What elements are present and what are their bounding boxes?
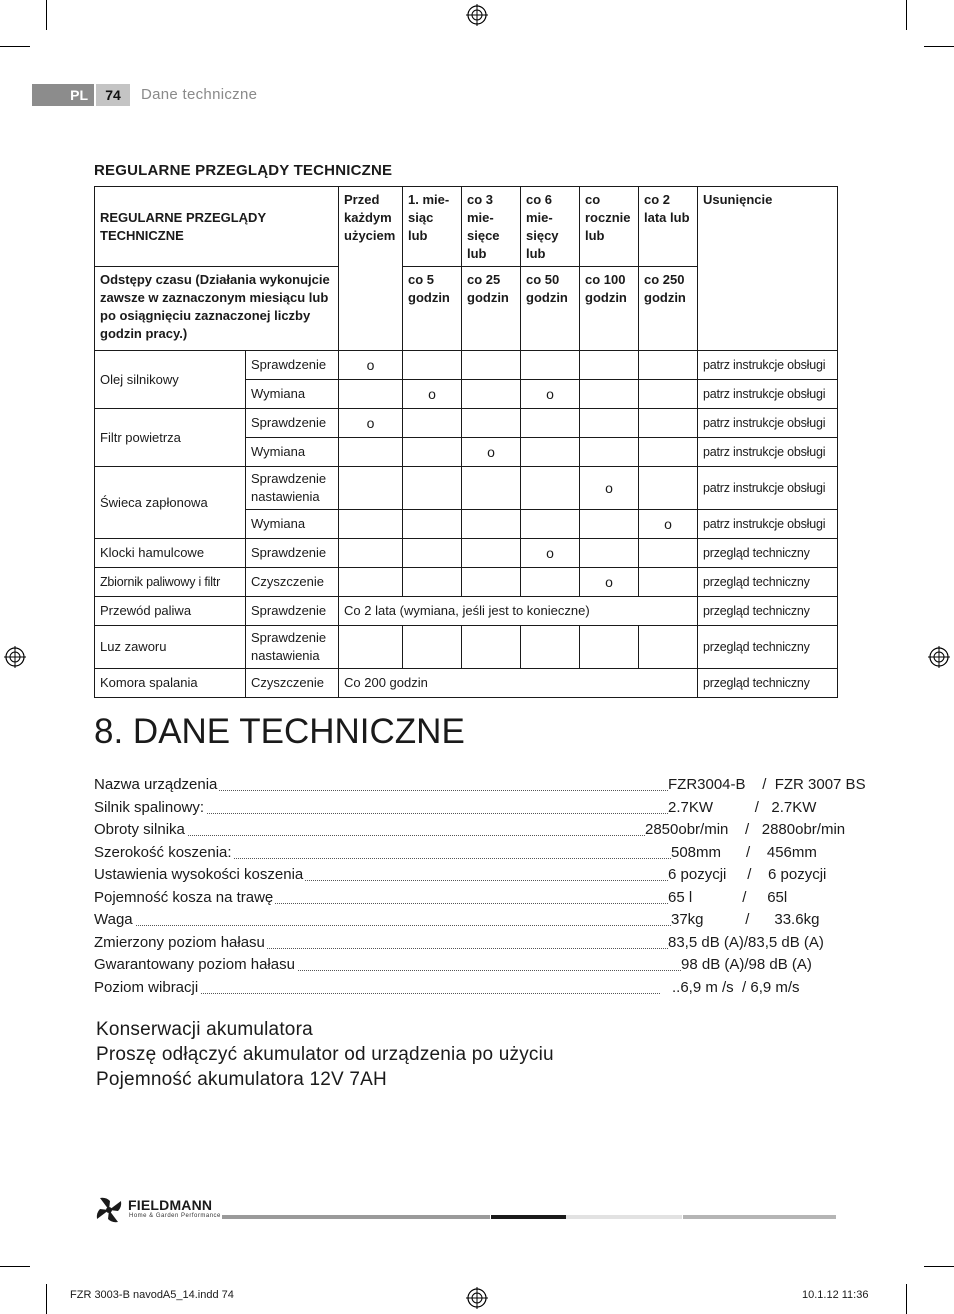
spec-label: Pojemność kosza na trawę	[94, 889, 274, 906]
reference: patrz instrukcje obsługi	[698, 409, 838, 438]
mark: o	[403, 380, 462, 409]
mark: o	[521, 380, 580, 409]
crop-mark	[924, 1266, 954, 1267]
crop-mark	[906, 0, 907, 30]
registration-mark-icon	[466, 4, 488, 26]
table-row	[95, 539, 838, 568]
battery-line-3: Pojemność akumulatora 12V 7AH	[96, 1069, 387, 1090]
table-row	[95, 467, 838, 510]
section-title: Dane techniczne	[141, 86, 258, 103]
spec-row	[94, 775, 864, 795]
fan-logo-icon	[94, 1195, 124, 1225]
item-oil: Olej silnikowy	[95, 351, 246, 409]
spec-value: 508mm / 456mm	[671, 844, 817, 861]
footer-bar	[222, 1215, 490, 1219]
action-check: Sprawdzenie	[246, 539, 339, 568]
action-replace: Wymiana	[246, 510, 339, 539]
page-number: 74	[96, 84, 130, 106]
spec-value: 2.7KW / 2.7KW	[668, 799, 817, 816]
mark: o	[521, 539, 580, 568]
spec-value: 98 dB (A)/98 dB (A)	[681, 956, 812, 973]
hours-25: co 25 godzin	[462, 267, 521, 351]
action-check: Sprawdzenie	[246, 597, 339, 626]
spec-row	[94, 910, 864, 930]
table-row	[95, 351, 838, 380]
item-chamber: Komora spalania	[95, 669, 246, 698]
spec-label: Silnik spalinowy:	[94, 799, 205, 816]
registration-mark-icon	[4, 646, 26, 668]
chamber-note: Co 200 godzin	[339, 669, 698, 698]
action-replace: Wymiana	[246, 438, 339, 467]
mark: o	[580, 568, 639, 597]
hours-50: co 50 godzin	[521, 267, 580, 351]
col-before-use: Przed każdym użyciem	[339, 187, 403, 351]
reference: przegląd techniczny	[698, 669, 838, 698]
spec-row	[94, 820, 869, 840]
spec-row	[94, 843, 864, 863]
spec-label: Szerokość koszenia:	[94, 844, 232, 861]
spec-label: Gwarantowany poziom hałasu	[94, 956, 295, 973]
mark: o	[339, 351, 403, 380]
spec-label: Waga	[94, 911, 133, 928]
reference: patrz instrukcje obsługi	[698, 438, 838, 467]
item-fuel-line: Przewód paliwa	[95, 597, 246, 626]
mark: o	[639, 510, 698, 539]
spec-row	[94, 888, 864, 908]
reference: patrz instrukcje obsługi	[698, 351, 838, 380]
spec-value: 2850obr/min / 2880obr/min	[645, 821, 846, 838]
hours-100: co 100 godzin	[580, 267, 639, 351]
footer-bar	[566, 1215, 682, 1219]
hours-5: co 5 godzin	[403, 267, 462, 351]
col-6-months: co 6 mie-sięcy lub	[521, 187, 580, 267]
spec-label: Obroty silnika	[94, 821, 185, 838]
mark: o	[462, 438, 521, 467]
spec-value: 83,5 dB (A)/83,5 dB (A)	[668, 934, 824, 951]
crop-mark	[924, 46, 954, 47]
item-spark-plug: Świeca zapłonowa	[95, 467, 246, 539]
interval-label: Odstępy czasu (Działania wykonujcie zawsze w zaznaczonym miesiącu lub po osiągnięciu zaznaczonej liczby godzin pracy.)	[95, 267, 339, 351]
footer-bar	[683, 1215, 836, 1219]
spec-label: Ustawienia wysokości koszenia	[94, 866, 304, 883]
mark: o	[339, 409, 403, 438]
col-remove: Usunięncie	[698, 187, 838, 351]
fuel-line-note: Co 2 lata (wymiana, jeśli jest to konieczne)	[339, 597, 698, 626]
table-row	[95, 568, 838, 597]
brand-name: FIELDMANN	[128, 1197, 213, 1213]
language-tab: PL	[32, 84, 94, 106]
mark: o	[580, 467, 639, 510]
reference: patrz instrukcje obsługi	[698, 510, 838, 539]
tech-heading: 8. DANE TECHNICZNE	[94, 712, 465, 751]
table-row	[95, 626, 838, 669]
crop-mark	[906, 1284, 907, 1314]
reference: przegląd techniczny	[698, 626, 838, 669]
spec-value: FZR3004-B / FZR 3007 BS	[668, 776, 866, 793]
reference: przegląd techniczny	[698, 568, 838, 597]
crop-mark	[0, 1266, 30, 1267]
spec-value: 37kg / 33.6kg	[671, 911, 820, 928]
action-check: Sprawdzenie	[246, 409, 339, 438]
col-1-month: 1. mie-siąc lub	[403, 187, 462, 267]
maintenance-table	[94, 186, 838, 698]
spec-row	[94, 933, 864, 953]
item-air-filter: Filtr powietrza	[95, 409, 246, 467]
item-brake: Klocki hamulcowe	[95, 539, 246, 568]
brand-tagline: Home & Garden Performance	[129, 1213, 221, 1219]
maintenance-heading: REGULARNE PRZEGLĄDY TECHNICZNE	[94, 162, 393, 179]
print-date-info: 10.1.12 11:36	[802, 1289, 869, 1301]
crop-mark	[46, 1284, 47, 1314]
spec-value: 6 pozycji / 6 pozycji	[668, 866, 827, 883]
table-row	[95, 597, 838, 626]
action-check-adjust: Sprawdzenie nastawienia	[246, 467, 339, 510]
action-check: Sprawdzenie	[246, 351, 339, 380]
item-tank: Zbiornik paliwowy i filtr	[95, 568, 246, 597]
spec-value: ..6,9 m /s / 6,9 m/s	[672, 979, 800, 996]
action-clean: Czyszczenie	[246, 669, 339, 698]
reference: patrz instrukcje obsługi	[698, 467, 838, 510]
battery-line-1: Konserwacji akumulatora	[96, 1019, 313, 1040]
reference: przegląd techniczny	[698, 539, 838, 568]
reference: patrz instrukcje obsługi	[698, 380, 838, 409]
table-header-row	[95, 187, 838, 267]
action-clean: Czyszczenie	[246, 568, 339, 597]
col-yearly: co rocznie lub	[580, 187, 639, 267]
spec-row	[94, 955, 864, 975]
hours-250: co 250 godzin	[639, 267, 698, 351]
spec-row	[94, 865, 864, 885]
action-check-adjust: Sprawdzenie nastawienia	[246, 626, 339, 669]
crop-mark	[46, 0, 47, 30]
action-replace: Wymiana	[246, 380, 339, 409]
item-valve: Luz zaworu	[95, 626, 246, 669]
registration-mark-icon	[466, 1287, 488, 1309]
table-header-title: REGULARNE PRZEGLĄDY TECHNICZNE	[95, 187, 339, 267]
table-row	[95, 669, 838, 698]
spec-row	[94, 978, 864, 998]
registration-mark-icon	[928, 646, 950, 668]
table-row	[95, 409, 838, 438]
col-2-years: co 2 lata lub	[639, 187, 698, 267]
reference: przegląd techniczny	[698, 597, 838, 626]
crop-mark	[0, 46, 30, 47]
spec-label: Nazwa urządzenia	[94, 776, 218, 793]
spec-label: Poziom wibracji	[94, 979, 199, 996]
brand-logo	[94, 1195, 224, 1225]
dot-leader	[94, 915, 671, 926]
footer-bar	[491, 1215, 566, 1219]
battery-line-2: Proszę odłączyć akumulator od urządzenia po użyciu	[96, 1044, 554, 1065]
spec-label: Zmierzony poziom hałasu	[94, 934, 265, 951]
spec-value: 65 l / 65l	[668, 889, 788, 906]
col-3-months: co 3 mie-sięce lub	[462, 187, 521, 267]
print-file-info: FZR 3003-B navodA5_14.indd 74	[70, 1289, 234, 1301]
spec-row	[94, 798, 864, 818]
